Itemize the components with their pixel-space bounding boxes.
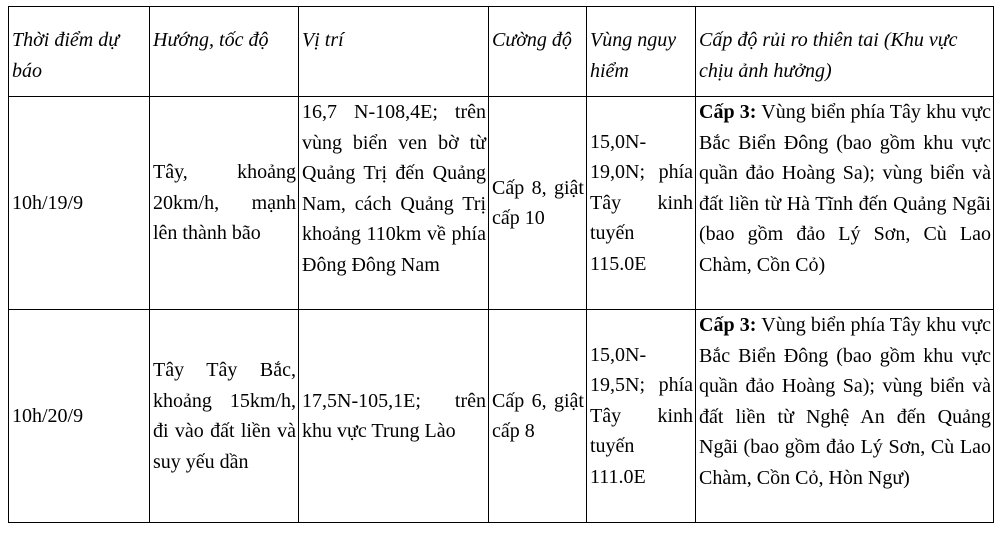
risk-area-text: Vùng biển phía Tây khu vực Bắc Biển Đông (bao gồm khu vực quần đảo Hoàng Sa); vùng biển và đất liền từ Nghệ An đến Quảng Ngãi (bao gồm đảo Lý Sơn, Cù Lao Chàm, Cồn Cỏ, Hòn Ngư) bbox=[699, 314, 991, 489]
cell-forecast-time: 10h/19/9 bbox=[9, 97, 150, 310]
cell-direction-speed: Tây, khoảng 20km/h, mạnh lên thành bão bbox=[150, 97, 299, 310]
header-forecast-time: Thời điểm dự báo bbox=[9, 7, 150, 97]
header-position: Vị trí bbox=[299, 7, 489, 97]
table-row bbox=[9, 310, 994, 523]
cell-danger-zone: 15,0N-19,0N; phía Tây kinh tuyến 115.0E bbox=[587, 97, 696, 310]
risk-level-label: Cấp 3: bbox=[699, 314, 757, 336]
risk-level-label: Cấp 3: bbox=[699, 101, 757, 123]
header-direction-speed: Hướng, tốc độ bbox=[150, 7, 299, 97]
header-intensity: Cường độ bbox=[489, 7, 587, 97]
cell-position: 16,7 N-108,4E; trên vùng biển ven bờ từ Quảng Trị đến Quảng Nam, cách Quảng Trị khoảng 110km về phía Đông Đông Nam bbox=[299, 97, 489, 310]
risk-area-text: Vùng biển phía Tây khu vực Bắc Biển Đông (bao gồm khu vực quần đảo Hoàng Sa); vùng biển và đất liền từ Hà Tĩnh đến Quảng Ngãi (bao gồm đảo Lý Sơn, Cù Lao Chàm, Cồn Cỏ) bbox=[699, 101, 991, 276]
storm-forecast-table bbox=[8, 6, 994, 523]
table-header-row bbox=[9, 7, 994, 97]
header-disaster-risk-level: Cấp độ rủi ro thiên tai (Khu vực chịu ảnh hưởng) bbox=[696, 7, 994, 97]
cell-danger-zone: 15,0N-19,5N; phía Tây kinh tuyến 111.0E bbox=[587, 310, 696, 523]
cell-direction-speed: Tây Tây Bắc, khoảng 15km/h, đi vào đất liền và suy yếu dần bbox=[150, 310, 299, 523]
cell-disaster-risk-level bbox=[696, 97, 994, 310]
cell-forecast-time: 10h/20/9 bbox=[9, 310, 150, 523]
table-row bbox=[9, 97, 994, 310]
cell-disaster-risk-level bbox=[696, 310, 994, 523]
cell-intensity: Cấp 6, giật cấp 8 bbox=[489, 310, 587, 523]
cell-intensity: Cấp 8, giật cấp 10 bbox=[489, 97, 587, 310]
header-danger-zone: Vùng nguy hiểm bbox=[587, 7, 696, 97]
cell-position: 17,5N-105,1E; trên khu vực Trung Lào bbox=[299, 310, 489, 523]
